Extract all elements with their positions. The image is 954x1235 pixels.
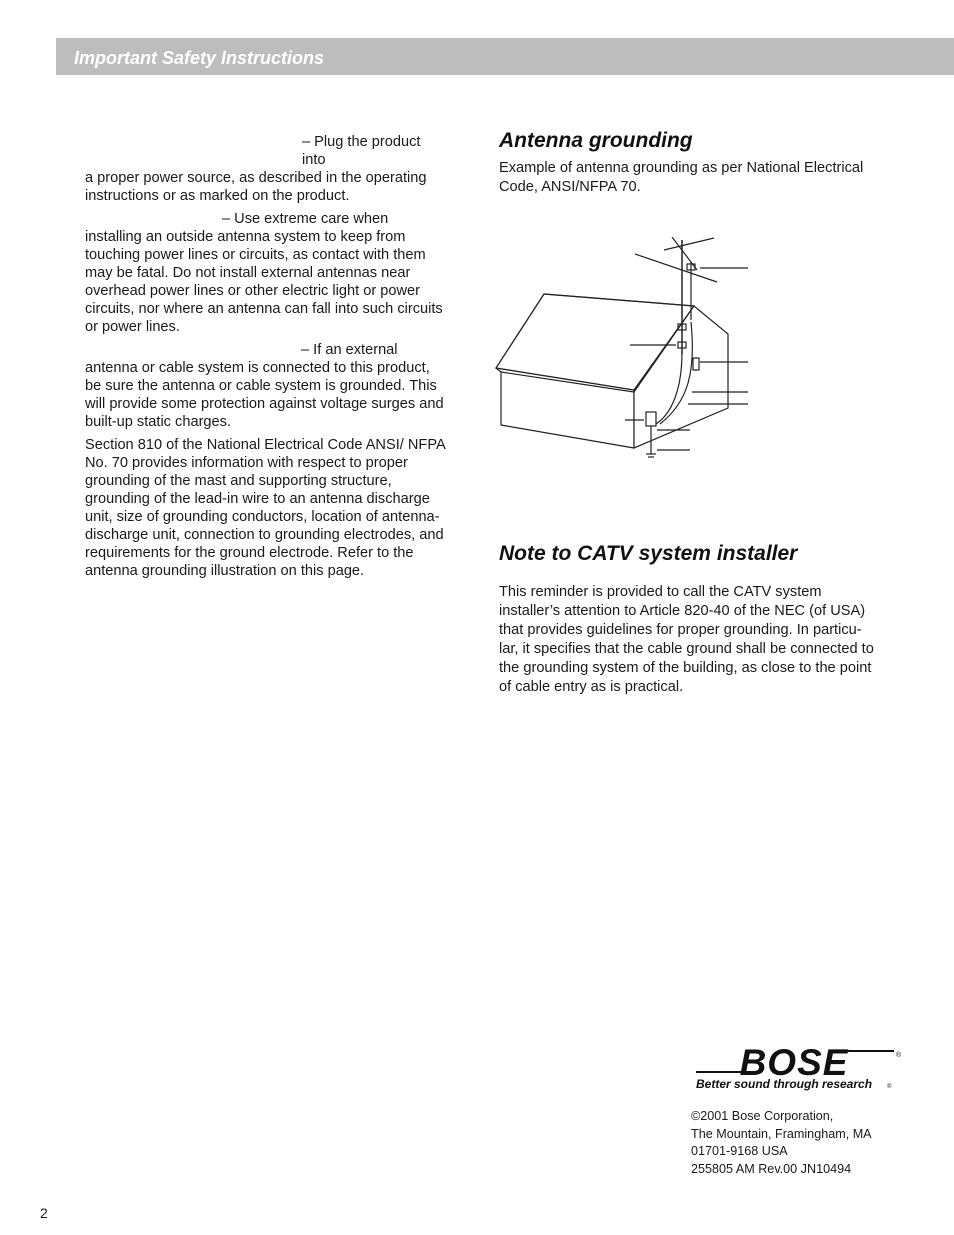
catv-heading: Note to CATV system installer [499, 542, 798, 565]
tagline-registered-mark: ® [887, 1084, 892, 1090]
address-line: The Mountain, Framingham, MA [691, 1126, 872, 1141]
registered-mark: ® [896, 1052, 902, 1059]
section-810-paragraph: Section 810 of the National Electrical Code ANSI/ NFPA No. 70 provides information with respect to proper grounding of the mast and supporting structure, grounding of the lead-in wire to an antenna discharge unit, size of grounding conductors, location of antenna-discharge unit, connection to grounding electrodes, and requirements for the ground electrode. Refer to the antenna grounding illustration on this page. [85, 437, 445, 579]
left-column [85, 133, 445, 585]
paragraph-lead: – If an external [301, 342, 398, 358]
antenna-grounding-heading: Antenna grounding [499, 129, 693, 152]
paragraph-body: installing an outside antenna system to keep from touching power lines or circuits, as contact with them may be fatal. Do not install external antennas near overhead power lines or other electric light or power circuits, nor where an antenna can fall into such circuits or power lines. [85, 229, 443, 335]
catv-section [499, 540, 884, 711]
corporate-address [691, 1108, 872, 1178]
paragraph-lead: – Plug the product into [302, 134, 421, 168]
antenna-grounding-section [499, 127, 884, 197]
paragraph-body: antenna or cable system is connected to this product, be sure the antenna or cable system is grounded. This will provide some protection against voltage surges and built-up static charges. [85, 360, 444, 430]
bose-wordmark: BOSE [739, 1042, 849, 1083]
header-bar [56, 38, 954, 75]
address-line: 255805 AM Rev.00 JN10494 [691, 1161, 852, 1176]
power-source-paragraph [85, 133, 445, 205]
paragraph-body: a proper power source, as described in the operating instructions or as marked on the product. [85, 170, 427, 204]
antenna-grounding-diagram [492, 232, 754, 462]
outside-antenna-paragraph [85, 210, 445, 336]
antenna-grounding-text: Example of antenna grounding as per National Electrical Code, ANSI/NFPA 70. [499, 160, 864, 195]
paragraph-lead: – Use extreme care when [222, 211, 389, 227]
bose-tagline: Better sound through research [696, 1077, 873, 1091]
page-title: Important Safety Instructions [74, 48, 325, 68]
address-line: 01701-9168 USA [691, 1144, 788, 1158]
catv-text: This reminder is provided to call the CATV system installer’s attention to Article 820-40 of the NEC (of USA) that provides guidelines for proper grounding. In particu- lar, it specifies that the cable ground shall be connected to the grounding system of the building, as close to the point of cable entry as is practical. [499, 583, 874, 695]
page-number: 2 [40, 1205, 48, 1221]
grounding-paragraph [85, 341, 445, 431]
bose-logo [694, 1042, 902, 1094]
address-line: ©2001 Bose Corporation, [691, 1109, 834, 1123]
